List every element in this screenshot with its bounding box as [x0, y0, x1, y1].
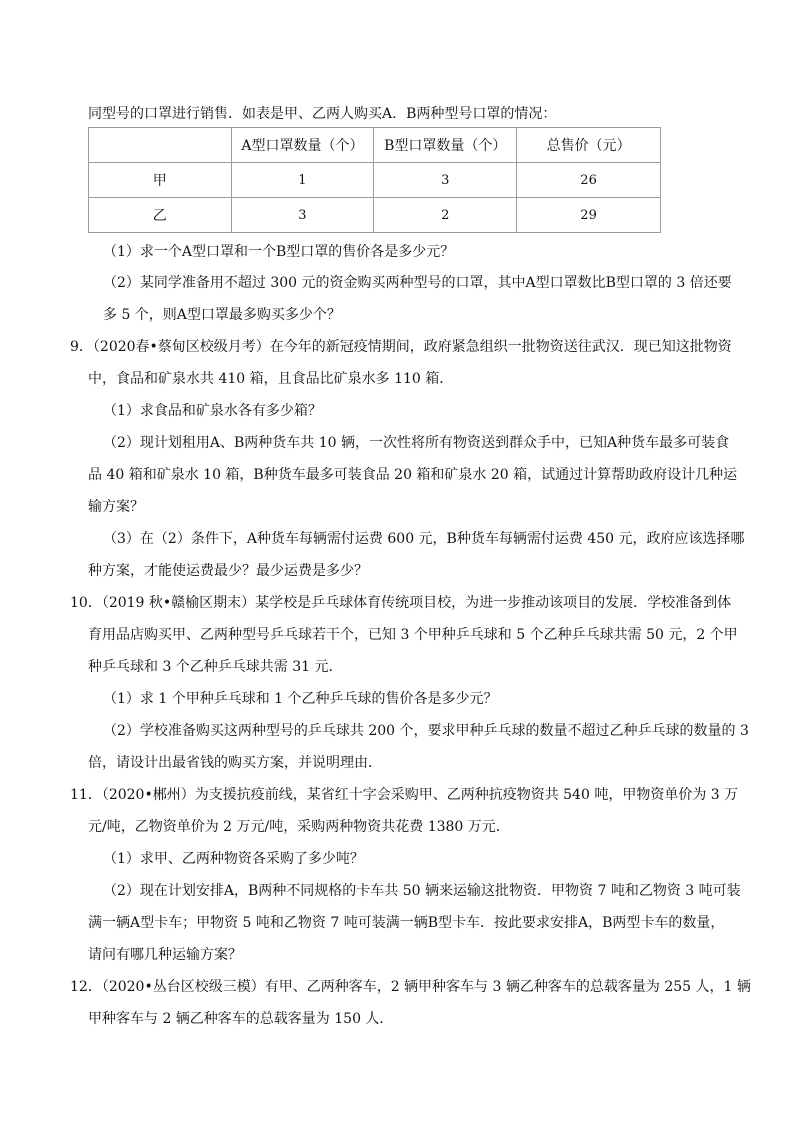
- q12-stem-line2: 甲种客车与 2 辆乙种客车的总载客量为 150 人．: [88, 1011, 394, 1027]
- table-cell: 1: [231, 163, 374, 198]
- q9-stem-line2: 中，食品和矿泉水共 410 箱，且食品比矿泉水多 110 箱．: [88, 371, 454, 387]
- table-cell: 3: [231, 198, 374, 233]
- q11-part2-line3: 请问有哪几种运输方案？: [88, 947, 242, 963]
- q10-stem-line1: 10．（2019 秋•赣榆区期末）某学校是乒乓球体育传统项目校，为进一步推动该项目的发展．学校准备到体: [70, 595, 732, 611]
- q8-part2-line1: （2）某同学准备用不超过 300 元的资金购买两种型号的口罩，其中A型口罩数比B型口罩的 3 倍还要: [103, 275, 732, 291]
- q9-stem-line1: 9．（2020春•蔡甸区校级月考）在今年的新冠疫情期间，政府紧急组织一批物资送往武汉．现已知这批物资: [70, 339, 732, 355]
- purchase-table: [88, 127, 661, 233]
- table-header-cell: B型口罩数量（个）: [374, 128, 517, 163]
- table-header-cell: [89, 128, 232, 163]
- q10-part1: （1）求 1 个甲种乒乓球和 1 个乙种乒乓球的售价各是多少元？: [103, 691, 498, 707]
- intro-text: 同型号的口罩进行销售．如表是甲、乙两人购买A．B两种型号口罩的情况：: [88, 106, 557, 122]
- q12-stem-line1: 12．（2020•丛台区校级三模）有甲、乙两种客车，2 辆甲种客车与 3 辆乙种客车的总载客量为 255 人，1 辆: [70, 979, 751, 995]
- q8-part1: （1）求一个A型口罩和一个B型口罩的售价各是多少元？: [103, 244, 455, 260]
- q11-stem-line2: 元/吨，乙物资单价为 2 万元/吨，采购两种物资共花费 1380 万元．: [88, 819, 510, 835]
- q11-part1: （1）求甲、乙两种物资各采购了多少吨？: [103, 851, 364, 867]
- table-cell: 2: [374, 198, 517, 233]
- q10-stem-line3: 种乒乓球和 3 个乙种乒乓球共需 31 元．: [88, 659, 343, 675]
- q9-part3-line2: 种方案，才能使运费最少？最少运费是多少？: [88, 563, 368, 579]
- table-header-row: [89, 128, 661, 163]
- q9-part2-line1: （2）现计划租用A、B两种货车共 10 辆，一次性将所有物资送到群众手中，已知A种货车最多可装食: [103, 435, 730, 451]
- table-cell: 甲: [89, 163, 232, 198]
- table-row: [89, 163, 661, 198]
- q9-part2-line3: 输方案？: [88, 499, 144, 515]
- q11-stem-line1: 11．（2020•郴州）为支援抗疫前线，某省红十字会采购甲、乙两种抗疫物资共 540 吨，甲物资单价为 3 万: [70, 787, 739, 803]
- table-cell: 3: [374, 163, 517, 198]
- q8-part2-line2: 多 5 个，则A型口罩最多购买多少个？: [103, 307, 341, 323]
- q11-part2-line2: 满一辆A型卡车；甲物资 5 吨和乙物资 7 吨可装满一辆B型卡车．按此要求安排A，B两型卡车的数量，: [88, 915, 725, 931]
- table-header-cell: 总售价（元）: [517, 128, 661, 163]
- q9-part1: （1）求食品和矿泉水各有多少箱？: [103, 403, 322, 419]
- q9-part3-line1: （3）在（2）条件下，A种货车每辆需付运费 600 元，B种货车每辆需付运费 450 元，政府应该选择哪: [103, 531, 745, 547]
- table-row: [89, 198, 661, 233]
- table-header-cell: A型口罩数量（个）: [231, 128, 374, 163]
- q9-part2-line2: 品 40 箱和矿泉水 10 箱，B种货车最多可装食品 20 箱和矿泉水 20 箱，试通过计算帮助政府设计几种运: [88, 467, 738, 483]
- table-cell: 乙: [89, 198, 232, 233]
- table-cell: 29: [517, 198, 661, 233]
- q10-stem-line2: 育用品店购买甲、乙两种型号乒乓球若干个，已知 3 个甲种乒乓球和 5 个乙种乒乓球共需 50 元，2 个甲: [88, 627, 738, 643]
- q11-part2-line1: （2）现在计划安排A，B两种不同规格的卡车共 50 辆来运输这批物资．甲物资 7 吨和乙物资 3 吨可装: [103, 883, 741, 899]
- q10-part2-line1: （2）学校准备购买这两种型号的乒乓球共 200 个，要求甲种乒乓球的数量不超过乙种乒乓球的数量的 3: [103, 723, 749, 739]
- q10-part2-line2: 倍，请设计出最省钱的购买方案，并说明理由．: [88, 755, 382, 771]
- table-cell: 26: [517, 163, 661, 198]
